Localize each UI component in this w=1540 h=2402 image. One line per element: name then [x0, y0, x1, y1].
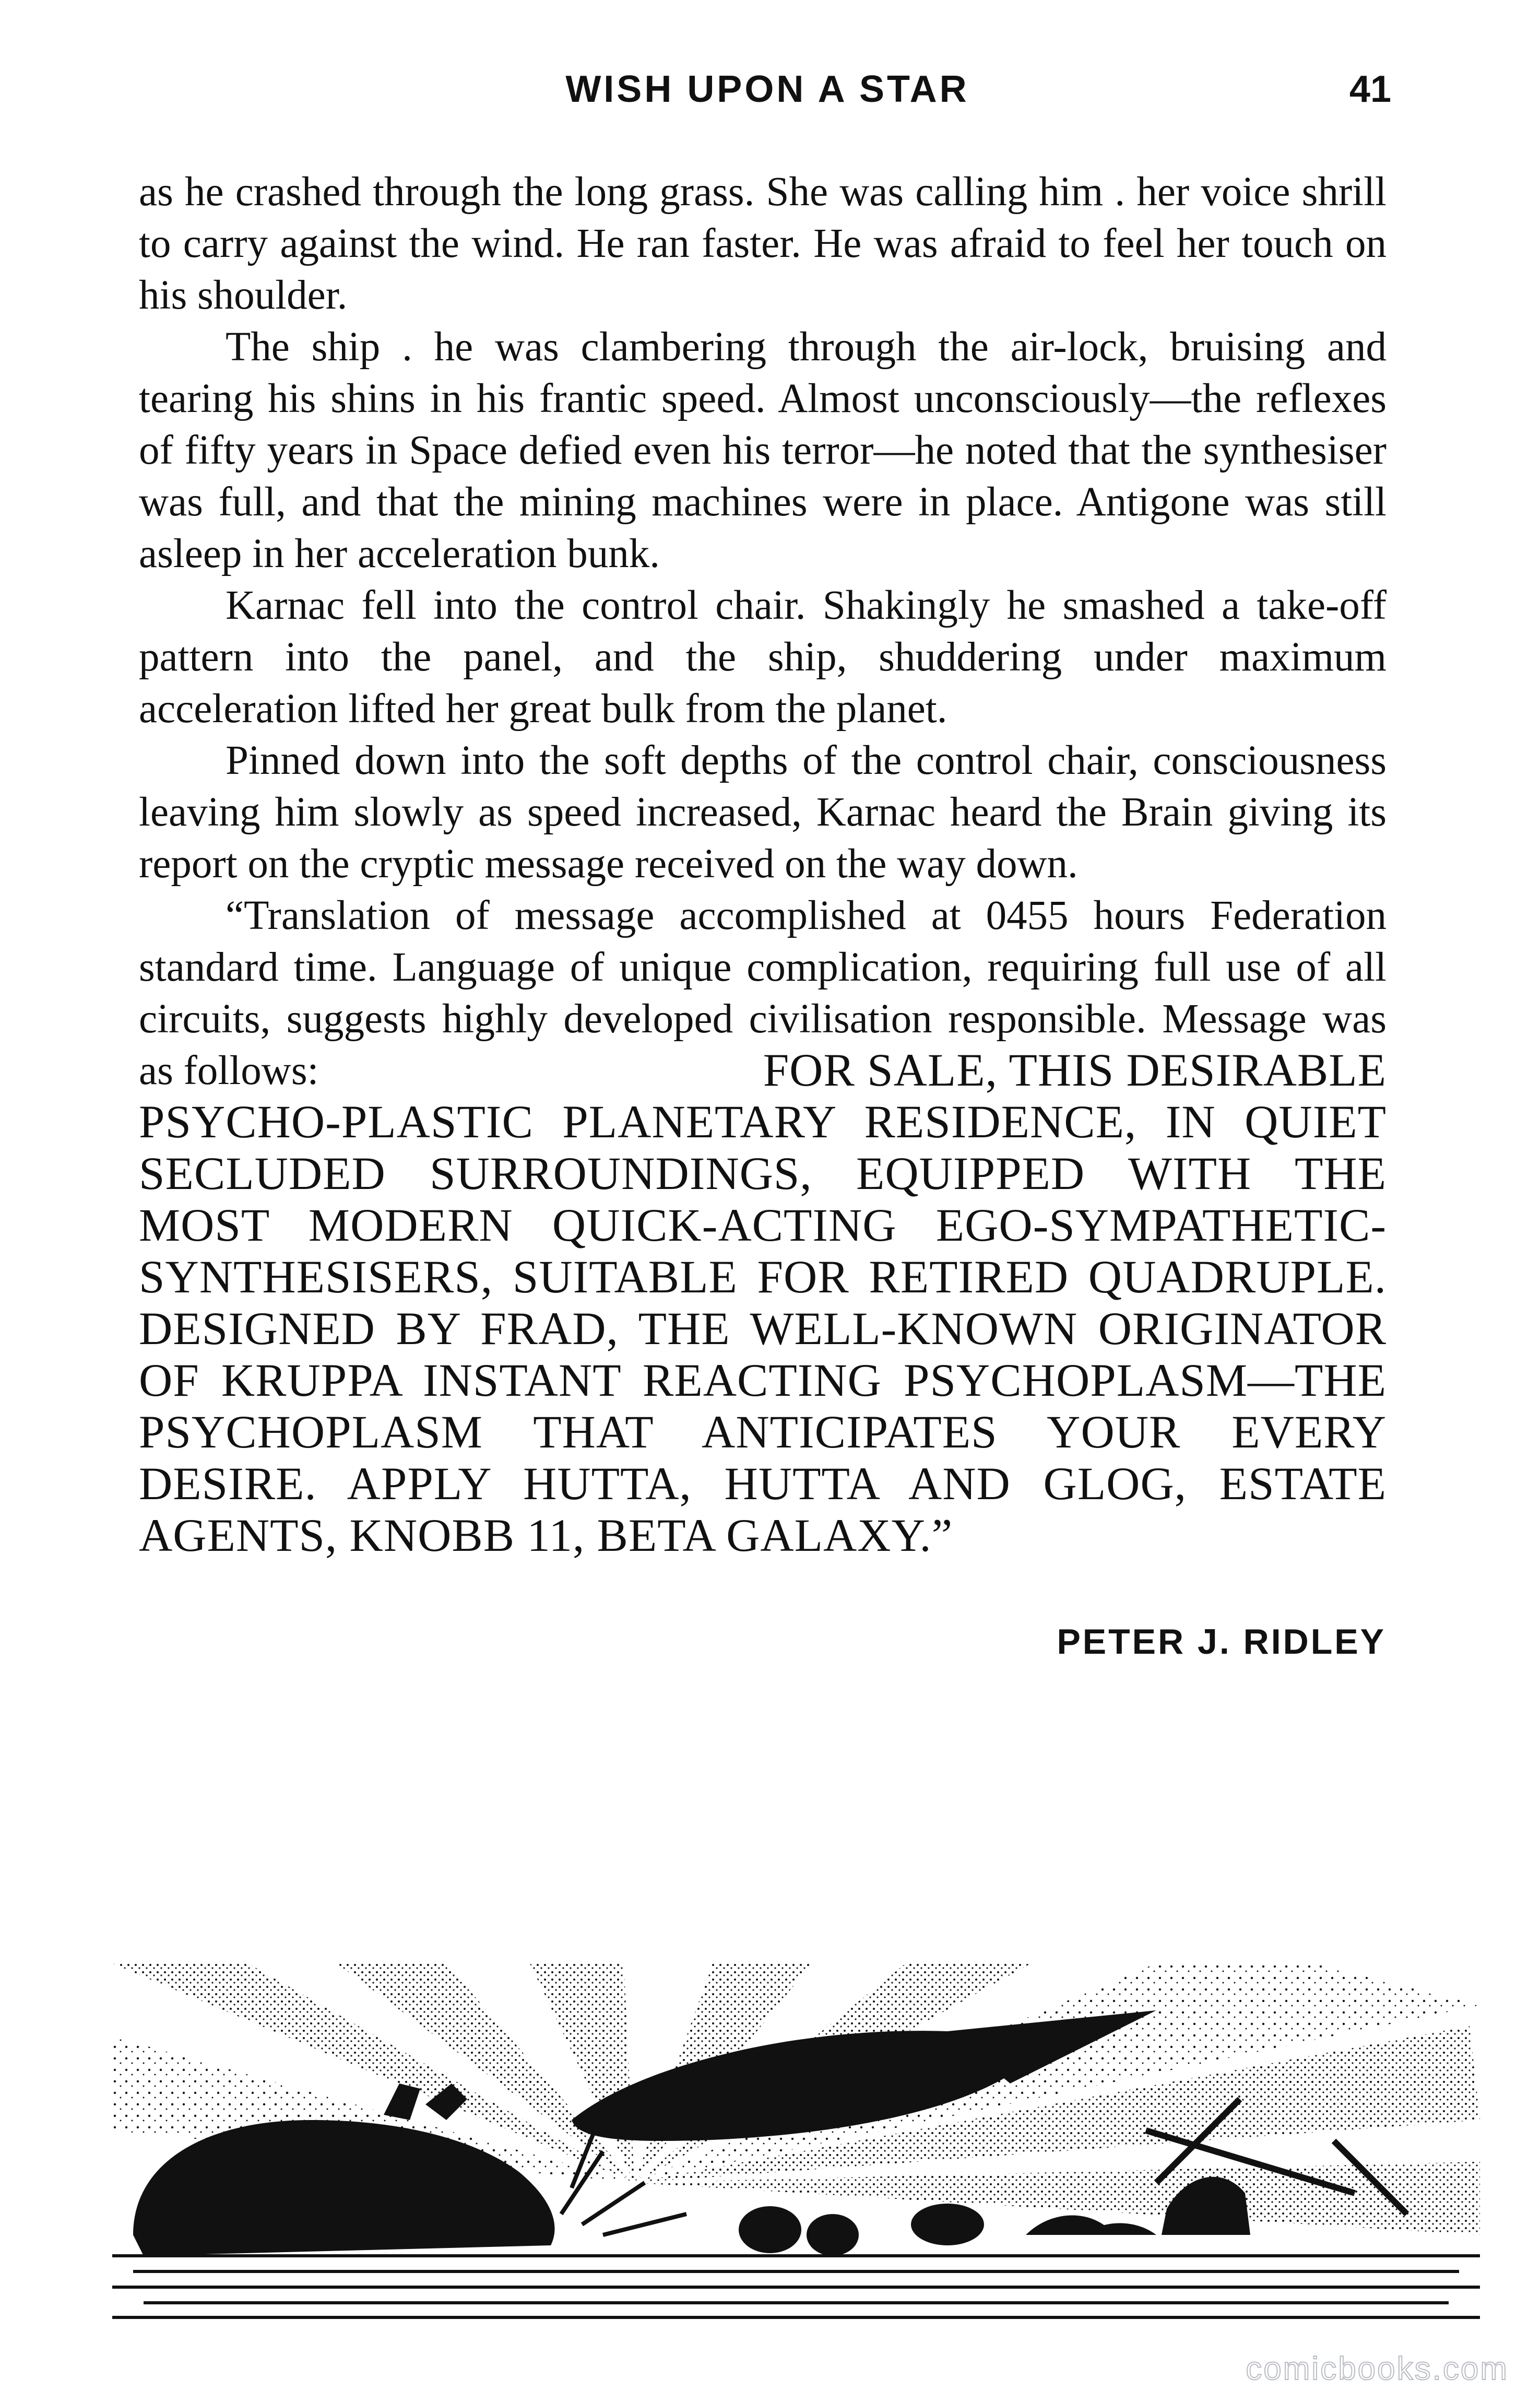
paragraph: Karnac fell into the control chair. Shakingly he smashed a take-off pattern into the panel, and the ship, shuddering under maximum acceleration lifted her great bulk from the planet.	[139, 583, 1387, 732]
paragraph-message-intro: “Translation of message accomplished at 0455 hours Federation standard time. Language of unique complication, requiring full use of all circuits, suggests highly developed civilisation responsible. Message was as follows:	[139, 893, 1387, 1093]
ground-lines	[112, 2256, 1480, 2317]
running-title: WISH UPON A STAR	[565, 68, 969, 110]
notice-line: DESIGNED BY FRAD, THE WELL-KNOWN ORIGINATOR	[139, 1303, 1387, 1355]
story-text	[139, 166, 1387, 1562]
notice-line: SECLUDED SURROUNDINGS, EQUIPPED WITH THE	[139, 1148, 1387, 1199]
notice-line: DESIRE. APPLY HUTTA, HUTTA AND GLOG, ESTATE	[139, 1458, 1387, 1510]
notice-line: AGENTS, KNOBB 11, BETA GALAXY.”	[139, 1510, 953, 1561]
spaceship-landscape-illustration	[112, 1963, 1480, 2324]
notice-line: OF KRUPPA INSTANT REACTING PSYCHOPLASM—THE	[139, 1355, 1387, 1406]
paragraph: Pinned down into the soft depths of the control chair, consciousness leaving him slowly as speed increased, Karnac heard the Brain giving its report on the cryptic message received on the way down.	[139, 738, 1387, 887]
paragraph: as he crashed through the long grass. She was calling him . her voice shrill to carry against the wind. He ran faster. He was afraid to feel her touch on his shoulder.	[139, 169, 1387, 318]
sale-notice	[139, 1045, 1387, 1562]
notice-line: PSYCHOPLASM THAT ANTICIPATES YOUR EVERY	[139, 1407, 1387, 1458]
author-byline: PETER J. RIDLEY	[1057, 1622, 1386, 1662]
ground-vehicle	[133, 2120, 555, 2256]
notice-line: SYNTHESISERS, SUITABLE FOR RETIRED QUADRUPLE.	[139, 1252, 1387, 1303]
notice-line: PSYCHO-PLASTIC PLANETARY RESIDENCE, IN QUIET	[139, 1097, 1387, 1148]
paragraph: The ship . he was clambering through the air-lock, bruising and tearing his shins in his frantic speed. Almost unconsciously—the reflexes of fifty years in Space defied even his terror—he noted that the synthesiser was full, and that the mining machines were in place. Antigone was still asleep in her acceleration bunk.	[139, 324, 1387, 576]
notice-line: MOST MODERN QUICK-ACTING EGO-SYMPATHETIC-	[139, 1200, 1387, 1251]
page-number: 41	[1349, 68, 1391, 110]
watermark: comicbooks.com	[1246, 2351, 1509, 2387]
notice-line: FOR SALE, THIS DESIRABLE	[763, 1045, 1387, 1096]
